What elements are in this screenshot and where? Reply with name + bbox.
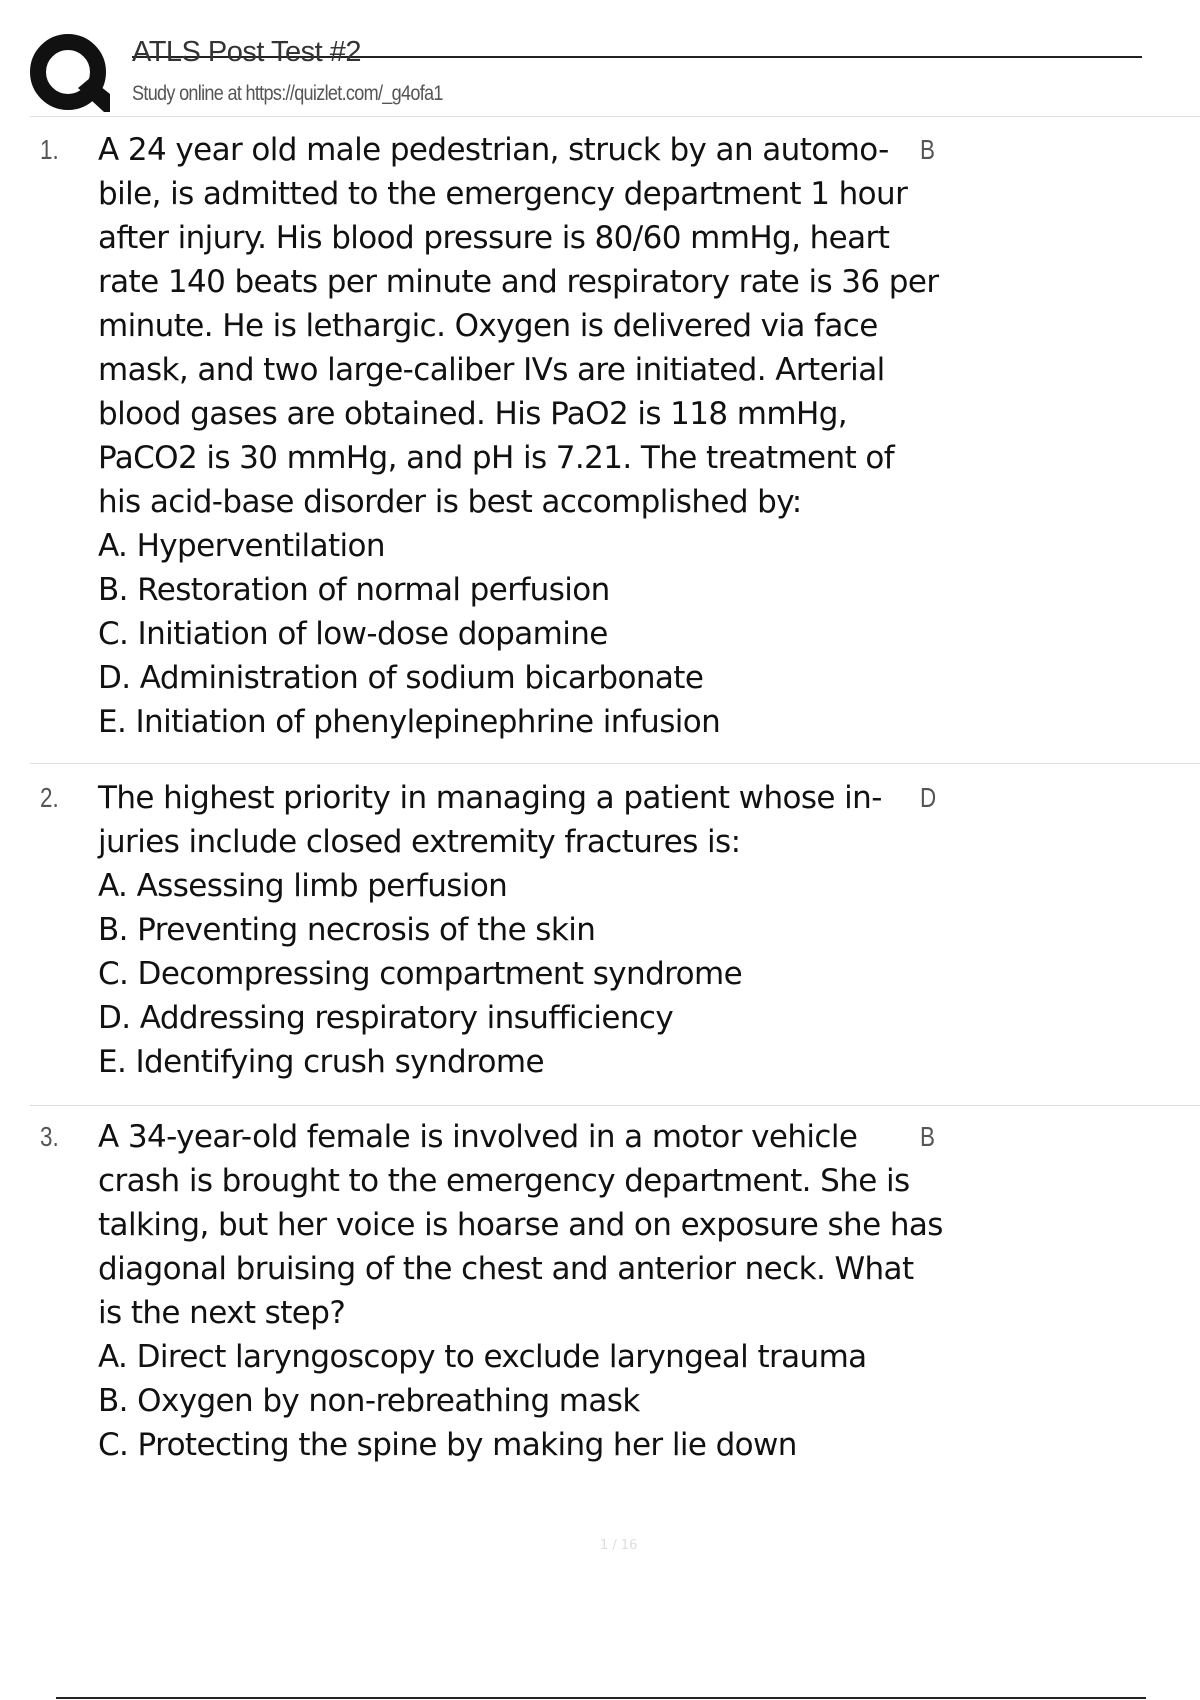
quizlet-q-logo-icon	[30, 32, 112, 114]
document-title: ATLS Post Test #2	[132, 36, 361, 68]
option-c: C. Decompressing compartment syndrome	[98, 956, 743, 992]
page-number: 1 / 16	[600, 1538, 638, 1553]
option-e: E. Identifying crush syndrome	[98, 1044, 544, 1080]
question-divider	[30, 1105, 1200, 1106]
question-body	[98, 776, 943, 1084]
option-c: C. Initiation of low-dose dopamine	[98, 616, 608, 652]
option-b: B. Preventing necrosis of the skin	[98, 912, 596, 948]
option-b: B. Restoration of normal perfusion	[98, 572, 610, 608]
question-body	[98, 128, 943, 744]
option-a: A. Hyperventilation	[98, 528, 385, 564]
option-c: C. Protecting the spine by making her lie down	[98, 1427, 797, 1463]
answer-key: B	[920, 134, 935, 165]
header-divider	[30, 116, 1200, 117]
question-2	[30, 776, 1200, 1116]
question-text: A 34-year-old female is involved in a motor vehicle crash is brought to the emergency department. She is talking, but her voice is hoarse and on exposure she has diagonal bruising of the chest and anterior neck. What is the next step?	[98, 1119, 943, 1331]
answer-key: D	[920, 782, 937, 813]
question-number: 3.	[40, 1121, 59, 1152]
answer-key: B	[920, 1121, 935, 1152]
question-text: A 24 year old male pedestrian, struck by an automo-bile, is admitted to the emergency department 1 hour after injury. His blood pressure is 80/60 mmHg, heart rate 140 beats per minute and respiratory rate is 36 per minute. He is lethargic. Oxygen is delivered via face mask, and two large-caliber IVs are initiated. Arterial blood gases are obtained. His PaO2 is 118 mmHg, PaCO2 is 30 mmHg, and pH is 7.21. The treatment of his acid-base disorder is best accomplished by:	[98, 132, 939, 520]
question-body	[98, 1115, 943, 1467]
option-a: A. Assessing limb perfusion	[98, 868, 508, 904]
option-e: E. Initiation of phenylepinephrine infusion	[98, 704, 721, 740]
option-a: A. Direct laryngoscopy to exclude laryngeal trauma	[98, 1339, 867, 1375]
question-number: 2.	[40, 782, 59, 813]
footer-divider	[56, 1697, 1146, 1699]
option-d: D. Administration of sodium bicarbonate	[98, 660, 704, 696]
question-text: The highest priority in managing a patient whose in-juries include closed extremity fractures is:	[98, 780, 882, 860]
document-subtitle: Study online at https://quizlet.com/_g4ofa1	[132, 82, 443, 105]
document-header	[0, 0, 1200, 118]
question-3	[30, 1115, 1200, 1475]
question-1	[30, 128, 1200, 768]
option-b: B. Oxygen by non-rebreathing mask	[98, 1383, 640, 1419]
question-divider	[30, 763, 1200, 764]
question-number: 1.	[40, 134, 59, 165]
option-d: D. Addressing respiratory insufficiency	[98, 1000, 674, 1036]
